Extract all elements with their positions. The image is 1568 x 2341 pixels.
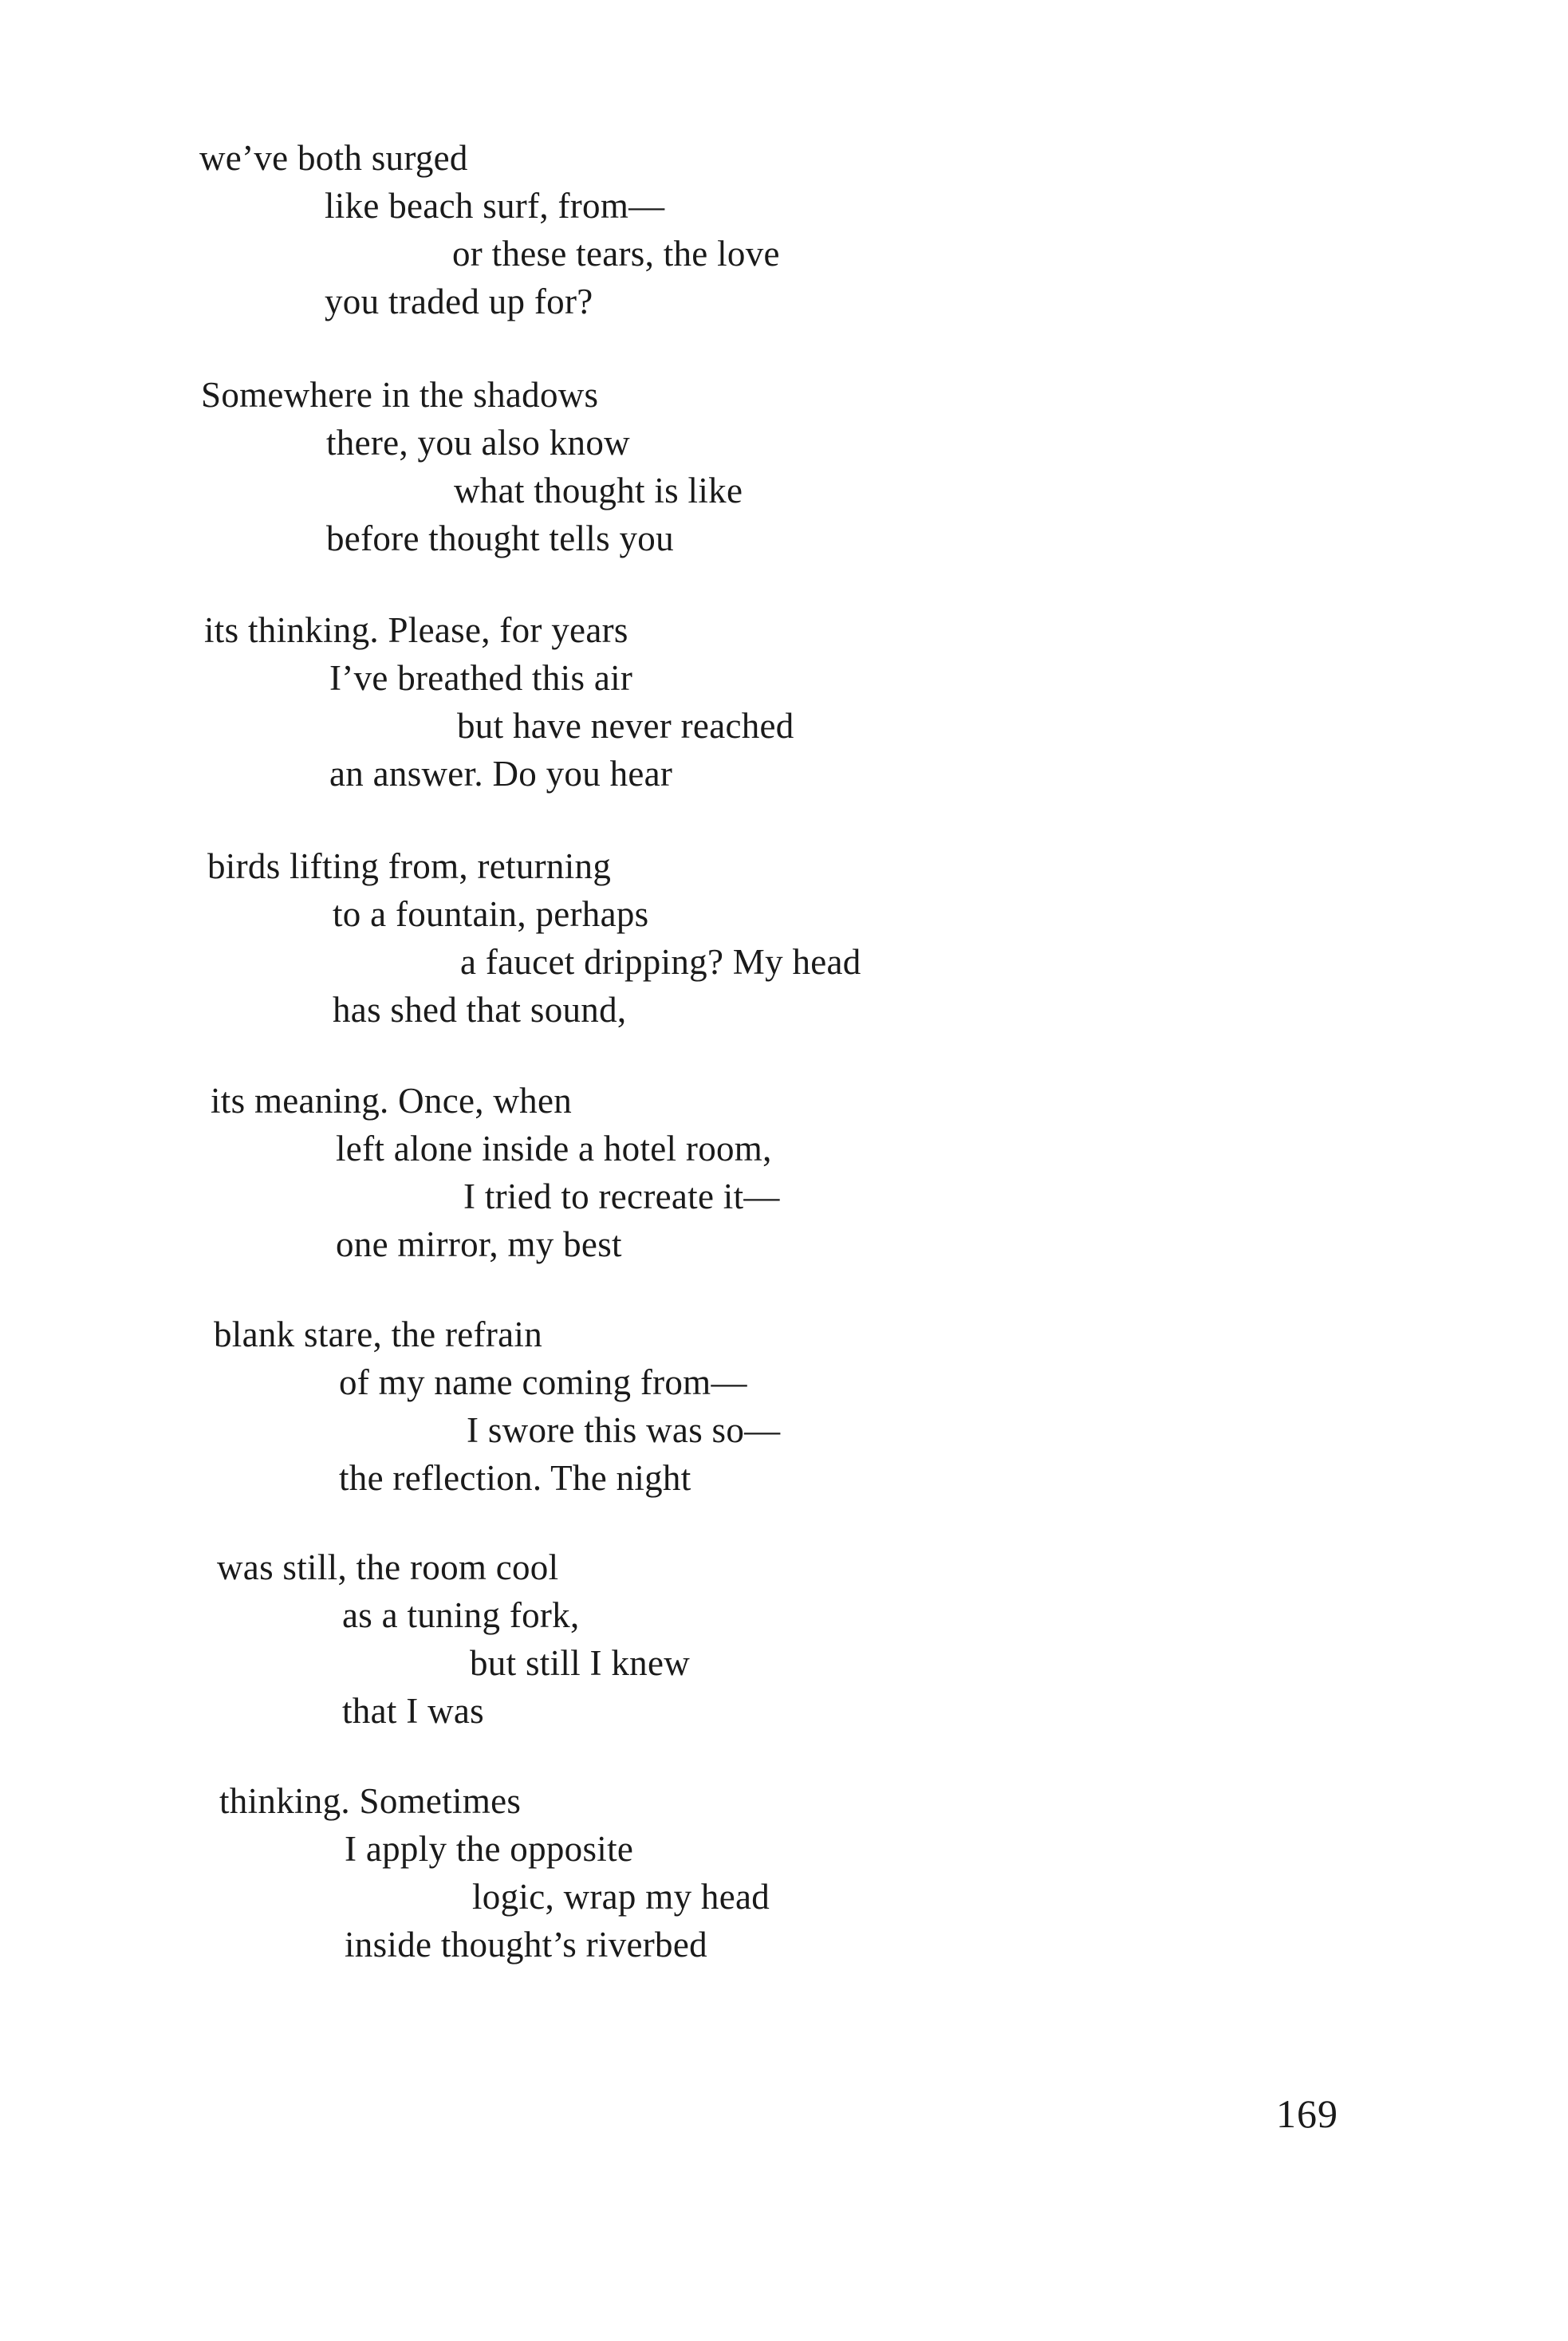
poem-line: to a fountain, perhaps (333, 894, 649, 934)
poem-line: you traded up for? (325, 282, 593, 321)
poem-line: Somewhere in the shadows (201, 375, 599, 415)
poem-line: as a tuning fork, (342, 1595, 580, 1635)
poem-line: I swore this was so— (467, 1410, 781, 1450)
poem-line: that I was (342, 1691, 484, 1731)
poem-line: I apply the opposite (345, 1829, 634, 1869)
poem-line: has shed that sound, (333, 990, 627, 1030)
poem-line: the reflection. The night (339, 1458, 691, 1498)
poem-line: blank stare, the refrain (214, 1314, 543, 1354)
poem-line: its thinking. Please, for years (204, 610, 628, 650)
poem-line: what thought is like (454, 471, 743, 510)
poem-line: before thought tells you (326, 518, 674, 558)
poem-line: logic, wrap my head (472, 1877, 770, 1917)
poem-line: birds lifting from, returning (207, 846, 612, 886)
poem-line: its meaning. Once, when (211, 1081, 573, 1121)
poem-line: an answer. Do you hear (329, 754, 673, 794)
poem-line: I tried to recreate it— (463, 1176, 780, 1216)
poem-line: inside thought’s riverbed (345, 1925, 707, 1965)
poem-line: was still, the room cool (217, 1547, 559, 1587)
poem-line: or these tears, the love (452, 234, 780, 274)
page-number: 169 (1276, 2091, 1338, 2136)
poem-line: I’ve breathed this air (329, 658, 633, 698)
poem-line: thinking. Sometimes (219, 1781, 522, 1821)
poem-line: but have never reached (457, 706, 794, 746)
poem-line: a faucet dripping? My head (460, 942, 861, 982)
poem-line: but still I knew (470, 1643, 691, 1683)
poem-line: there, you also know (326, 423, 630, 463)
poem-line: one mirror, my best (336, 1224, 622, 1264)
poem-line: we’ve both surged (199, 138, 468, 178)
poem-line: like beach surf, from— (325, 186, 665, 226)
poem-line: of my name coming from— (339, 1362, 747, 1402)
poem-line: left alone inside a hotel room, (336, 1129, 772, 1169)
